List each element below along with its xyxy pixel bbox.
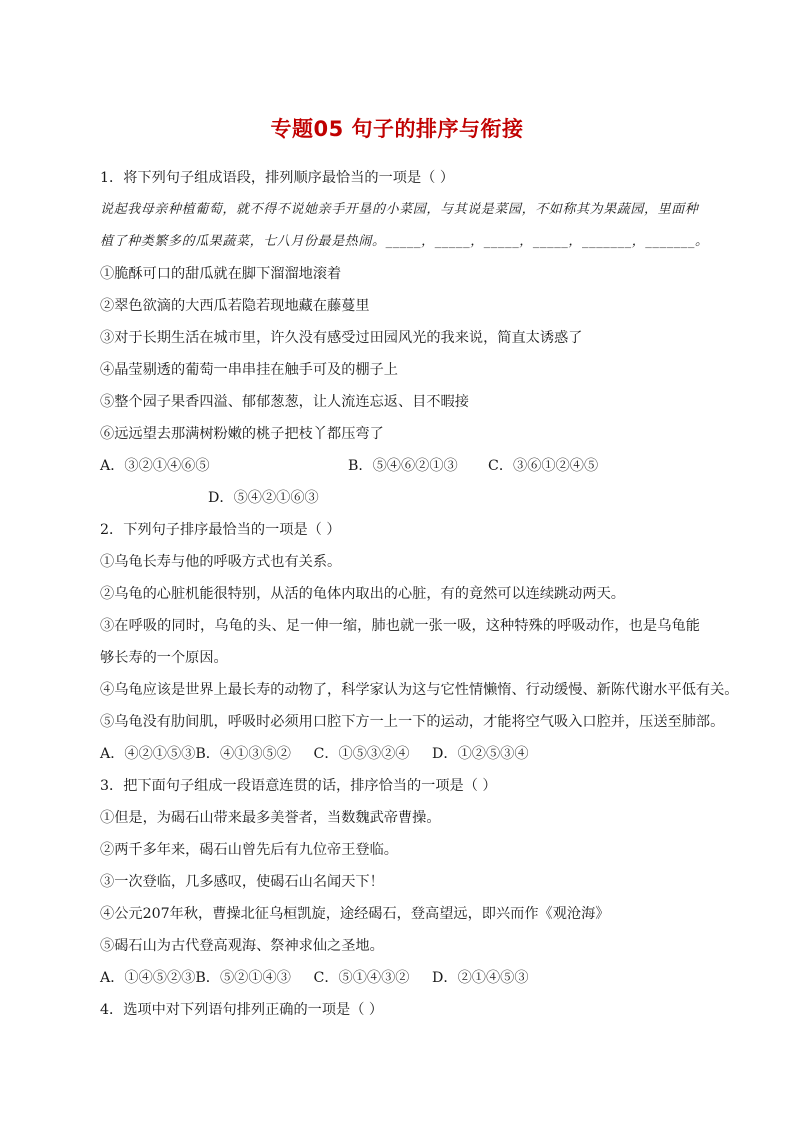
question-1-item: ③对于长期生活在城市里，许久没有感受过田园风光的我来说，简直太诱惑了	[100, 330, 583, 346]
question-2-options[interactable]: A．④②①⑤③B．④①③⑤② C．①⑤③②④ D．①②⑤③④	[100, 746, 529, 762]
question-1-option-b[interactable]: B．⑤④⑥②①③	[348, 458, 458, 474]
question-1-stem: 1．将下列句子组成语段，排列顺序最恰当的一项是（ ）	[100, 170, 455, 186]
question-2-stem: 2．下列句子排序最恰当的一项是（ ）	[100, 522, 341, 538]
question-3-item: ④公元207年秋，曹操北征乌桓凯旋，途经碣石，登高望远，即兴而作《观沧海》	[100, 906, 610, 922]
question-3-item: ②两千多年来，碣石山曾先后有九位帝王登临。	[100, 842, 398, 858]
question-2-item: ⑤乌龟没有肋间肌，呼吸时必须用口腔下方一上一下的运动，才能将空气吸入口腔并，压送至肺部。	[100, 714, 725, 730]
question-1-option-a[interactable]: A．③②①④⑥⑤	[100, 458, 210, 474]
question-3-options[interactable]: A．①④⑤②③B．⑤②①④③ C．⑤①④③② D．②①④⑤③	[100, 970, 529, 986]
question-1-item: ⑤整个园子果香四溢、郁郁葱葱，让人流连忘返、目不暇接	[100, 394, 469, 410]
question-2-item: ②乌龟的心脏机能很特别，从活的龟体内取出的心脏，有的竟然可以连续跳动两天。	[100, 586, 625, 602]
document-body	[100, 162, 739, 1026]
question-2-item: ④乌龟应该是世界上最长寿的动物了，科学家认为这与它性情懒惰、行动缓慢、新陈代谢水平低有关。	[100, 682, 739, 698]
question-1-item: ①脆酥可口的甜瓜就在脚下溜溜地滚着	[100, 266, 342, 282]
question-3-item: ③一次登临，几多感叹，使碣石山名闻天下！	[100, 874, 384, 890]
question-3-item: ⑤碣石山为古代登高观海、祭神求仙之圣地。	[100, 938, 384, 954]
question-1-item: ④晶莹剔透的葡萄一串串挂在触手可及的棚子上	[100, 362, 398, 378]
question-1-option-d[interactable]: D．⑤④②①⑥③	[208, 490, 319, 506]
question-3-stem: 3．把下面句子组成一段语意连贯的话，排序恰当的一项是（ ）	[100, 778, 497, 794]
question-1-options-row	[100, 450, 700, 482]
question-2-item: ①乌龟长寿与他的呼吸方式也有关系。	[100, 554, 342, 570]
question-1-item: ②翠色欲滴的大西瓜若隐若现地藏在藤蔓里	[100, 298, 370, 314]
question-1-options-row-2	[100, 482, 700, 514]
question-1-option-c[interactable]: C．③⑥①②④⑤	[488, 458, 599, 474]
question-2-item: ③在呼吸的同时，乌龟的头、足一伸一缩，肺也就一张一吸，这种特殊的呼吸动作，也是乌龟能够长寿的一个原因。	[100, 618, 700, 666]
question-1-passage-line-1: 说起我母亲种植葡萄，就不得不说她亲手开垦的小菜园，与其说是菜园，不如称其为果蔬园，里面种	[100, 202, 699, 217]
question-4-stem: 4．选项中对下列语句排列正确的一项是（ ）	[100, 1002, 384, 1018]
page-title: 专题05 句子的排序与衔接	[270, 117, 524, 141]
question-1-passage-line-2: 植了种类繁多的瓜果蔬菜，七八月份最是热闹。_____，_____，_____，_____，_______，_______。	[100, 234, 709, 249]
question-3-item: ①但是，为碣石山带来最多美誉者，当数魏武帝曹操。	[100, 810, 441, 826]
question-1-item: ⑥远远望去那满树粉嫩的桃子把枝丫都压弯了	[100, 426, 384, 442]
